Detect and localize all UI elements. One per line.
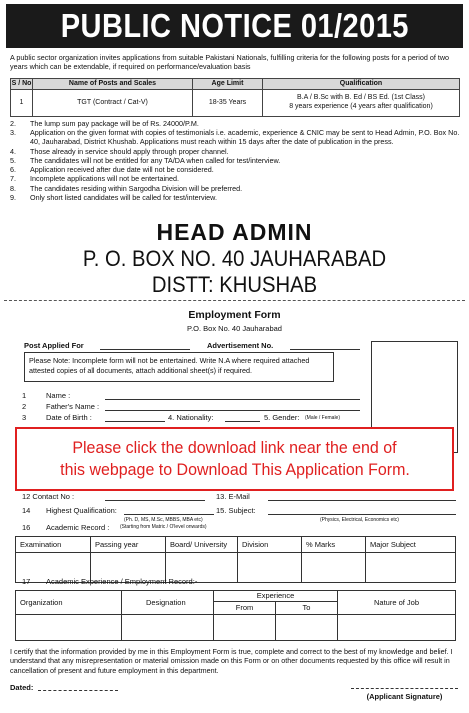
list-item: 3. Application on the given format with copies of testimonials i.e. academic, experience & CNIC may be sent to Head Admin, P.O. Box No. 40, Jauharabad, District Khushab. Applications must reach within 15 days after the date of publication in the press. xyxy=(10,128,460,147)
header-age: Age Limit xyxy=(193,79,263,90)
advertisement-field[interactable] xyxy=(290,349,360,350)
qualification-line-2: 8 years experience (4 years after qualification) xyxy=(289,103,433,110)
table-row[interactable] xyxy=(16,615,456,641)
field-number: 14 xyxy=(22,506,31,515)
list-item: 8. The candidates residing within Sargodha Division will be preferred. xyxy=(10,183,243,193)
list-item: 4. Those already in service should apply through proper channel. xyxy=(10,146,229,156)
col-organization: Organization xyxy=(16,591,122,615)
posts-table xyxy=(10,78,460,117)
download-notice-overlay xyxy=(15,427,454,491)
dob-field[interactable] xyxy=(105,421,165,422)
email-label: 13. E-Mail xyxy=(216,492,250,501)
qualification-label: Highest Qualification: xyxy=(46,506,117,515)
admin-title: HEAD ADMIN xyxy=(156,219,313,245)
father-name-field[interactable] xyxy=(105,410,360,411)
header-qualification: Qualification xyxy=(263,79,460,90)
contact-label: 12 Contact No : xyxy=(22,492,75,501)
header-sno: S / No xyxy=(11,79,33,90)
field-number: 16 xyxy=(22,523,31,532)
col-marks: % Marks xyxy=(302,537,366,553)
table-row xyxy=(11,90,460,117)
qualification-line-1: B.A / B.Sc with B. Ed / BS Ed. (1st Class) xyxy=(297,94,425,102)
cut-line-divider xyxy=(4,300,465,301)
col-nature-of-job: Nature of Job xyxy=(338,591,456,615)
qualification-field[interactable] xyxy=(124,514,214,515)
list-item: 2. The lump sum pay package will be of Rs. 24000/P.M. xyxy=(10,119,199,128)
name-label: Name : xyxy=(46,391,71,400)
table-row xyxy=(16,537,456,553)
col-passing-year: Passing year xyxy=(91,537,166,553)
terms-list xyxy=(10,119,460,202)
head-admin-address xyxy=(0,219,469,298)
download-notice-line-1: Please click the download link near the end of xyxy=(72,438,397,457)
certification-text: I certify that the information provided by me in this Employment Form is true, complete and correct to the best of my knowledge and belief. I understand that any misrepresentation or material omission made on this Form or on other documents requested by this office will result in cancellation of present and future employment in this department. xyxy=(10,647,453,675)
dated-field[interactable] xyxy=(38,690,118,691)
academic-record-table xyxy=(15,536,456,583)
instructions-note: Please Note: Incomplete form will not be entertained. Write N.A where required attached attested copies of all documents, attach additional sheet(s) if required. xyxy=(24,352,334,382)
col-examination: Examination xyxy=(16,537,91,553)
academic-hint: (Starting from Matric / O'level onwards) xyxy=(120,524,207,530)
col-from: From xyxy=(214,602,276,615)
post-applied-label: Post Applied For xyxy=(24,341,84,350)
name-field[interactable] xyxy=(105,399,360,400)
signature-label: (Applicant Signature) xyxy=(366,692,443,701)
gender-hint: (Male / Female) xyxy=(305,415,341,421)
dated-label: Dated: xyxy=(10,683,34,692)
list-item: 5. The candidates will not be entitled for any TA/DA when called for test/interview. xyxy=(10,155,281,165)
field-number: 3 xyxy=(22,413,27,422)
advertisement-label: Advertisement No. xyxy=(207,341,274,350)
dob-label: Date of Birth : xyxy=(46,413,92,422)
form-subtitle: P.O. Box No. 40 Jauharabad xyxy=(187,324,282,333)
subject-field[interactable] xyxy=(268,514,456,515)
posts-table-header xyxy=(11,79,460,90)
col-major-subject: Major Subject xyxy=(366,537,456,553)
field-number: 2 xyxy=(22,402,27,411)
nationality-field[interactable] xyxy=(225,421,260,422)
father-name-label: Father's Name : xyxy=(46,402,100,411)
academic-record-label: Academic Record : xyxy=(46,523,110,532)
cell-post: TGT (Contract / Cat-V) xyxy=(33,90,193,117)
header-post: Name of Posts and Scales xyxy=(33,79,193,90)
notice-banner xyxy=(6,4,463,48)
gender-label: 5. Gender: xyxy=(264,413,300,422)
cell-age: 18-35 Years xyxy=(193,90,263,117)
signature-field[interactable] xyxy=(351,688,458,708)
download-notice-line-2: this webpage to Download This Application Form. xyxy=(59,460,410,479)
form-title: Employment Form xyxy=(188,309,281,321)
post-applied-field[interactable] xyxy=(100,349,190,350)
field-number: 17 xyxy=(22,577,31,586)
notice-title: PUBLIC NOTICE 01/2015 xyxy=(60,7,409,45)
list-item: 7. Incomplete applications will not be entertained. xyxy=(10,174,180,184)
col-designation: Designation xyxy=(122,591,214,615)
nationality-label: 4. Nationality: xyxy=(168,413,214,422)
table-row xyxy=(16,591,456,602)
list-item: 6. Application received after due date will not be considered. xyxy=(10,165,214,175)
col-board: Board/ University xyxy=(166,537,238,553)
col-to: To xyxy=(276,602,338,615)
cell-qualification xyxy=(263,90,460,117)
cell-sno: 1 xyxy=(11,90,33,117)
experience-record-label: Academic Experience / Employment Record:- xyxy=(46,577,198,586)
field-number: 1 xyxy=(22,391,27,400)
email-field[interactable] xyxy=(268,500,456,501)
admin-po-box: P. O. BOX NO. 40 JAUHARABAD xyxy=(82,246,387,271)
col-experience: Experience xyxy=(214,591,338,602)
admin-district: DISTT: KHUSHAB xyxy=(151,272,318,297)
col-division: Division xyxy=(238,537,302,553)
experience-table xyxy=(15,590,456,641)
subject-label: 15. Subject: xyxy=(216,506,256,515)
qualification-hint: (Ph. D, MS, M.Sc, MBBS, MBA etc) xyxy=(124,517,203,523)
contact-field[interactable] xyxy=(105,500,205,501)
intro-paragraph: A public sector organization invites applications from suitable Pakistani Nationals, fulfilling criteria for the following posts for a period of two years which can be extendable, if required on performance/evaluation basis xyxy=(10,53,450,72)
subject-hint: (Physics, Electrical, Economics etc) xyxy=(320,517,399,523)
list-item: 9. Only short listed candidates will be called for test/interview. xyxy=(10,192,217,202)
